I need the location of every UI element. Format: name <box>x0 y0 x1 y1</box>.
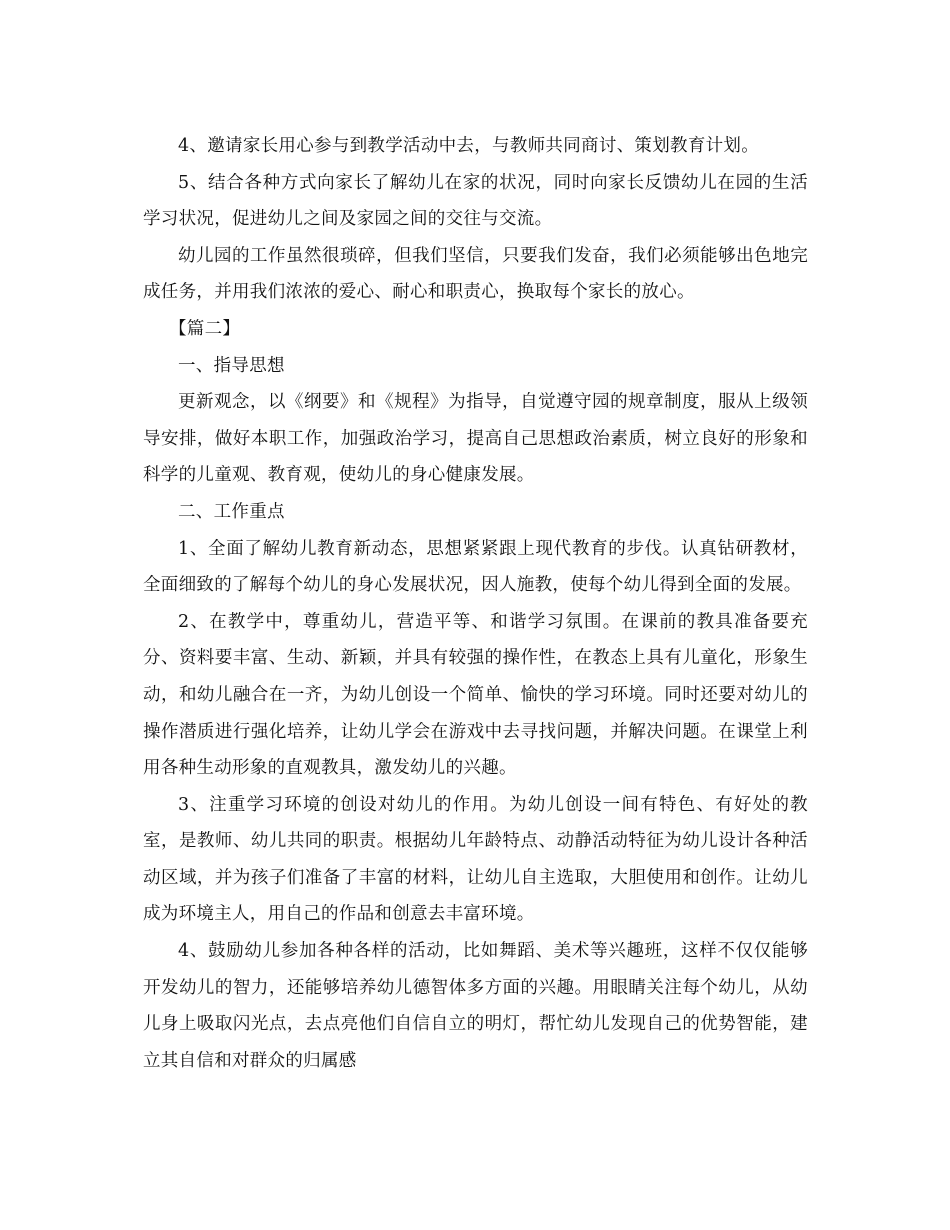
paragraph-guiding-ideology: 更新观念，以《纲要》和《规程》为指导，自觉遵守园的规章制度，服从上级领导安排，做好本职工作，加强政治学习，提高自己思想政治素质，树立良好的形象和科学的儿童观、教育观，使幼儿的身心健康发展。 <box>143 392 808 486</box>
paragraph-focus-1: 1、全面了解幼儿教育新动态，思想紧紧跟上现代教育的步伐。认真钻研教材，全面细致的了解每个幼儿的身心发展状况，因人施教，使每个幼儿得到全面的发展。 <box>143 538 808 596</box>
paragraph-home-feedback: 5、结合各种方式向家长了解幼儿在家的状况，同时向家长反馈幼儿在园的生活学习状况，促进幼儿之间及家园之间的交往与交流。 <box>143 172 808 230</box>
paragraph-parent-participation: 4、邀请家长用心参与到教学活动中去，与教师共同商讨、策划教育计划。 <box>178 136 760 156</box>
paragraph-focus-3: 3、注重学习环境的创设对幼儿的作用。为幼儿创设一间有特色、有好处的教室，是教师、幼儿共同的职责。根据幼儿年龄特点、动静活动特征为幼儿设计各种活动区域，并为孩子们准备了丰富的材料，让幼儿自主选取，大胆使用和创作。让幼儿成为环境主人，用自己的作品和创意去丰富环境。 <box>143 794 808 925</box>
paragraph-conclusion: 幼儿园的工作虽然很琐碎，但我们坚信，只要我们发奋，我们必须能够出色地完成任务，并用我们浓浓的爱心、耐心和职责心，换取每个家长的放心。 <box>143 245 808 303</box>
heading-guiding-ideology: 一、指导思想 <box>178 355 285 376</box>
paragraph-focus-4: 4、鼓励幼儿参加各种各样的活动，比如舞蹈、美术等兴趣班，这样不仅仅能够开发幼儿的智力，还能够培养幼儿德智体多方面的兴趣。用眼睛关注每个幼儿，从幼儿身上吸取闪光点，去点亮他们自信自立的明灯，帮忙幼儿发现自己的优势智能，建立其自信和对群众的归属感 <box>143 941 808 1071</box>
document-page <box>143 128 808 1079</box>
heading-work-focus: 二、工作重点 <box>178 501 285 522</box>
paragraph-focus-2: 2、在教学中，尊重幼儿，营造平等、和谐学习氛围。在课前的教具准备要充分、资料要丰富、生动、新颖，并具有较强的操作性，在教态上具有儿童化，形象生动，和幼儿融合在一齐，为幼儿创设一个简单、愉快的学习环境。同时还要对幼儿的操作潜质进行强化培养，让幼儿学会在游戏中去寻找问题，并解决问题。在课堂上利用各种生动形象的直观教具，激发幼儿的兴趣。 <box>143 611 808 779</box>
section-heading-part-two: 【篇二】 <box>169 318 241 339</box>
